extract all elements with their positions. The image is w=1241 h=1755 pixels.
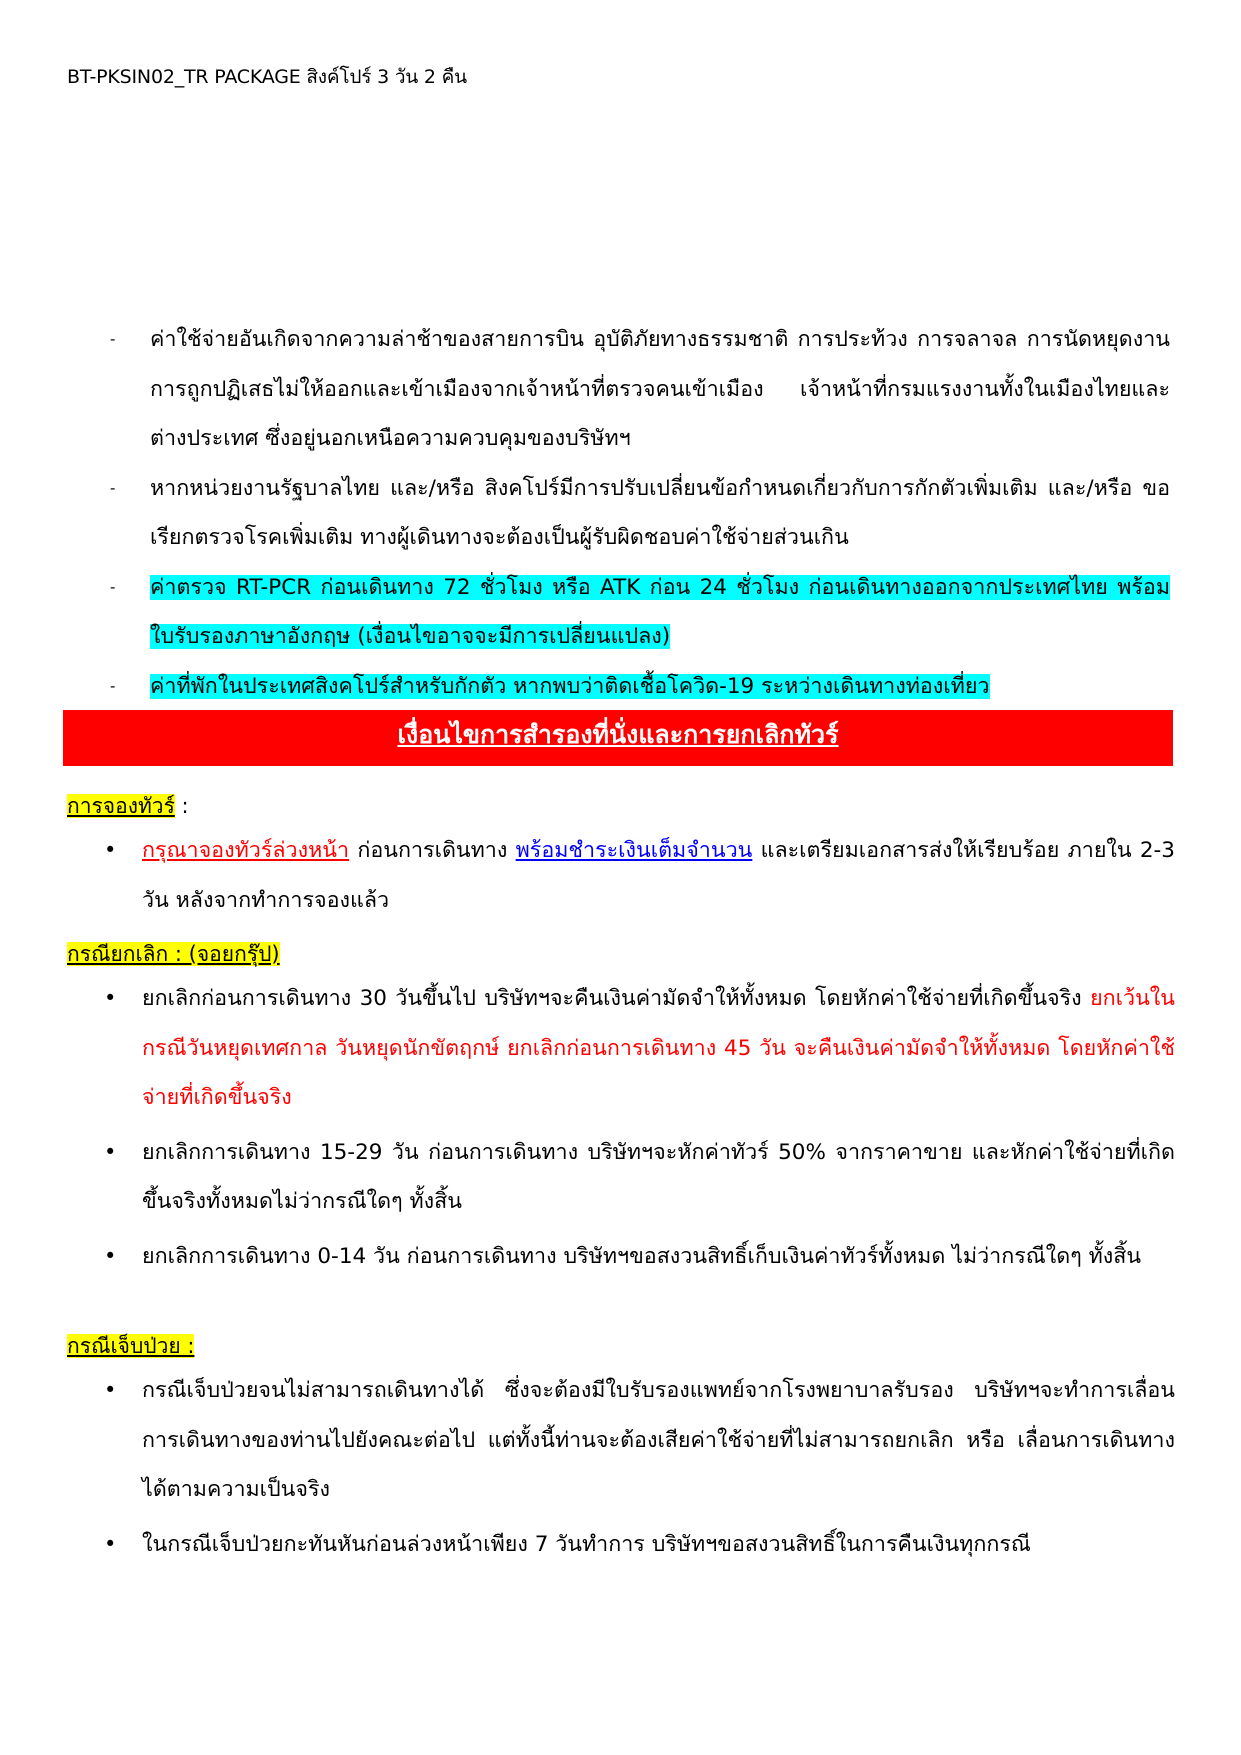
dash-marker: - (110, 330, 116, 348)
section-title-text: กรณียกเลิก : (จอยกรุ๊ป) (67, 942, 280, 966)
section-title-text: กรณีเจ็บป่วย : (67, 1334, 195, 1358)
cancel-exception-text: ยกเว้นในกรณีวันหยุดเทศกาล วันหยุดนักขัตฤกษ์ ยกเลิกก่อนการเดินทาง 45 วัน จะคืนเงินค่ามัดจำให้ทั้งหมด โดยหักค่าใช้จ่ายที่เกิดขึ้นจริง (142, 986, 1175, 1110)
list-item (100, 1366, 1175, 1515)
bullet-marker: • (104, 1378, 117, 1402)
banner-title: เงื่อนไขการสำรองที่นั่งและการยกเลิกทัวร์ (397, 720, 839, 749)
list-item (110, 315, 1170, 464)
list-item (100, 1232, 1175, 1282)
list-item-text: ค่าตรวจ RT-PCR ก่อนเดินทาง 72 ชั่วโมง หรือ ATK ก่อน 24 ชั่วโมง ก่อนเดินทางออกจากประเทศไทย พร้อมใบรับรองภาษาอังกฤษ (เงื่อนไขอาจจะมีการเปลี่ยนแปลง) (150, 574, 1170, 649)
cancel-section-title (67, 938, 280, 971)
list-item-text: หากหน่วยงานรัฐบาลไทย และ/หรือ สิงคโปร์มีการปรับเปลี่ยนข้อกำหนดเกี่ยวกับการกักตัวเพิ่มเติม และ/หรือ ขอเรียกตรวจโรคเพิ่มเติม ทางผู้เดินทางจะต้องเป็นผู้รับผิดชอบค่าใช้จ่ายส่วนเกิน (150, 475, 1170, 550)
list-item (110, 464, 1170, 563)
sick-section-title (67, 1330, 194, 1363)
bullet-marker: • (104, 838, 117, 862)
list-item-highlighted (110, 563, 1170, 662)
cancel-text: ยกเลิกก่อนการเดินทาง 30 วันขึ้นไป บริษัทฯจะคืนเงินค่ามัดจำให้ทั้งหมด โดยหักค่าใช้จ่ายที่เกิดขึ้นจริง (142, 986, 1091, 1011)
dash-marker: - (110, 577, 116, 596)
bullet-marker: • (104, 1243, 117, 1268)
exclusions-list (110, 315, 1170, 711)
sick-text: กรณีเจ็บป่วยจนไม่สามารถเดินทางได้ ซึ่งจะต้องมีใบรับรองแพทย์จากโรงพยาบาลรับรอง บริษัทฯจะทำการเลื่อนการเดินทางของท่านไปยังคณะต่อไป แต่ทั้งนี้ท่านจะต้องเสียค่าใช้จ่ายที่ไม่สามารถยกเลิก หรือ เลื่อนการเดินทางได้ตามความเป็นจริง (142, 1378, 1175, 1502)
list-item-text: ค่าใช้จ่ายอันเกิดจากความล่าช้าของสายการบิน อุบัติภัยทางธรรมชาติ การประท้วง การจลาจล การนัดหยุดงาน การถูกปฏิเสธไม่ให้ออกและเข้าเมืองจากเจ้าหน้าที่ตรวจคนเข้าเมือง เจ้าหน้าที่กรมแรงงานทั้งในเมืองไทยและต่างประเทศ ซึ่งอยู่นอกเหนือความควบคุมของบริษัทฯ (150, 327, 1170, 451)
booking-section-title (67, 790, 189, 823)
bullet-marker: • (104, 986, 117, 1010)
section-title-suffix: : (174, 794, 189, 818)
dash-marker: - (110, 676, 116, 695)
list-item (100, 1520, 1175, 1570)
list-item (100, 1128, 1175, 1227)
cancel-list (100, 974, 1175, 1281)
sick-list (100, 1366, 1175, 1569)
full-payment-link[interactable]: พร้อมชำระเงินเต็มจำนวน (515, 838, 753, 863)
sick-text: ในกรณีเจ็บป่วยกะทันหันก่อนล่วงหน้าเพียง 7 วันทำการ บริษัทฯขอสงวนสิทธิ์ในการคืนเงินทุกกรณี (142, 1531, 1031, 1557)
list-item-text: ค่าที่พักในประเทศสิงคโปร์สำหรับกักตัว หากพบว่าติดเชื้อโควิด-19 ระหว่างเดินทางท่องเที่ยว (150, 673, 990, 699)
section-title-text: การจองทัวร์ (67, 794, 175, 818)
dash-marker: - (110, 478, 116, 497)
advance-booking-link[interactable]: กรุณาจองทัวร์ล่วงหน้า (142, 838, 350, 863)
booking-text-end: และเตรียมเอกสารส่งให้เรียบร้อย ภายใน 2-3 วัน หลังจากทำการจองแล้ว (142, 838, 1175, 913)
booking-list (100, 826, 1175, 925)
list-item (100, 974, 1175, 1123)
bullet-marker: • (104, 1139, 117, 1164)
conditions-banner (63, 710, 1173, 766)
cancel-text: ยกเลิกการเดินทาง 0-14 วัน ก่อนการเดินทาง บริษัทฯขอสงวนสิทธิ์เก็บเงินค่าทัวร์ทั้งหมด ไม่ว่ากรณีใดๆ ทั้งสิ้น (142, 1243, 1142, 1269)
cancel-text: ยกเลิกการเดินทาง 15-29 วัน ก่อนการเดินทาง บริษัทฯจะหักค่าทัวร์ 50% จากราคาขาย และหักค่าใช้จ่ายที่เกิดขึ้นจริงทั้งหมดไม่ว่ากรณีใดๆ ทั้งสิ้น (142, 1139, 1175, 1214)
bullet-marker: • (104, 1531, 117, 1556)
list-item-highlighted (110, 662, 1170, 712)
list-item (100, 826, 1175, 925)
document-header: BT-PKSIN02_TR PACKAGE สิงค์โปร์ 3 วัน 2 คืน (67, 66, 467, 88)
booking-text: ก่อนการเดินทาง (349, 838, 516, 863)
